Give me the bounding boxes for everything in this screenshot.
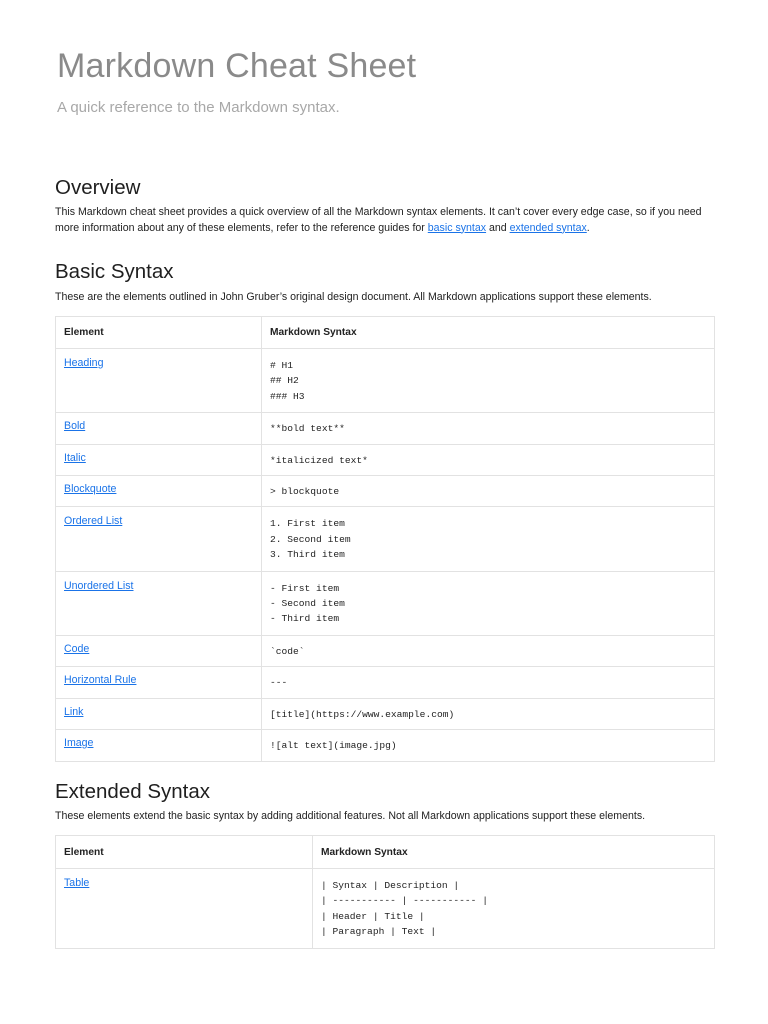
syntax-cell	[262, 571, 715, 635]
overview-text-and: and	[486, 221, 510, 234]
table-header-row	[56, 317, 715, 349]
table-row	[56, 635, 715, 666]
basic-syntax-heading: Basic Syntax	[55, 260, 174, 283]
element-link-code[interactable]: Code	[64, 642, 90, 655]
page-title: Markdown Cheat Sheet	[57, 47, 417, 85]
element-link-unordered-list[interactable]: Unordered List	[64, 579, 134, 592]
table-row	[56, 869, 715, 949]
element-cell	[56, 413, 262, 444]
extended-syntax-table	[55, 835, 715, 949]
overview-text: This Markdown cheat sheet provides a quick overview of all the Markdown syntax elements. It can’t cover every edge case, so if you need more information about any of these elements, refer to the reference guides for	[55, 206, 702, 234]
element-cell	[56, 444, 262, 475]
syntax-cell	[262, 349, 715, 413]
syntax-cell	[313, 869, 715, 949]
syntax-line: ---	[270, 677, 288, 689]
basic-syntax-link[interactable]: basic syntax	[427, 221, 487, 234]
element-link-image[interactable]: Image	[64, 737, 94, 750]
table-row	[56, 698, 715, 729]
syntax-line: # H1	[270, 360, 294, 371]
table-row	[56, 444, 715, 475]
syntax-line: ![alt text](image.jpg)	[270, 740, 397, 752]
element-cell	[56, 571, 262, 635]
element-link-italic[interactable]: Italic	[64, 451, 86, 464]
element-cell	[56, 667, 262, 698]
table-row	[56, 349, 715, 413]
basic-syntax-table	[55, 316, 715, 762]
table-row	[56, 413, 715, 444]
table-row	[56, 507, 715, 571]
element-cell	[56, 507, 262, 571]
element-link-heading[interactable]: Heading	[64, 357, 104, 369]
syntax-line: 2. Second item	[270, 533, 351, 545]
element-cell	[56, 349, 262, 413]
column-header-syntax: Markdown Syntax	[313, 836, 715, 869]
element-cell	[56, 476, 262, 507]
element-link-bold[interactable]: Bold	[64, 420, 86, 433]
syntax-cell	[262, 698, 715, 729]
column-header-element: Element	[56, 836, 313, 869]
element-link-link[interactable]: Link	[64, 705, 84, 718]
syntax-line: *italicized text*	[270, 454, 368, 466]
syntax-cell	[262, 635, 715, 666]
syntax-line: - Third item	[270, 613, 340, 625]
overview-heading: Overview	[55, 176, 141, 199]
syntax-line: ## H2	[270, 375, 299, 387]
column-header-element: Element	[56, 317, 262, 349]
element-cell	[56, 730, 262, 761]
syntax-line: 3. Third item	[270, 549, 345, 561]
overview-paragraph	[55, 205, 715, 236]
element-link-blockquote[interactable]: Blockquote	[64, 483, 117, 496]
syntax-line: | Syntax | Description |	[321, 880, 460, 891]
syntax-line: ### H3	[270, 390, 305, 402]
element-cell	[56, 869, 313, 949]
syntax-line: | Paragraph | Text |	[321, 926, 437, 938]
syntax-cell	[262, 507, 715, 571]
syntax-cell	[262, 444, 715, 475]
syntax-line: **bold text**	[270, 423, 345, 435]
column-header-syntax: Markdown Syntax	[262, 317, 715, 349]
syntax-cell	[262, 413, 715, 444]
syntax-line: - Second item	[270, 598, 345, 610]
overview-text-end: .	[586, 221, 590, 234]
table-row	[56, 730, 715, 761]
syntax-line: `code`	[270, 645, 305, 657]
element-cell	[56, 698, 262, 729]
syntax-line: | ----------- | ----------- |	[321, 895, 488, 907]
syntax-line: > blockquote	[270, 486, 340, 498]
syntax-line: [title](https://www.example.com)	[270, 708, 455, 720]
element-link-table[interactable]: Table	[64, 877, 90, 889]
table-row	[56, 476, 715, 507]
table-row	[56, 667, 715, 698]
element-link-ordered-list[interactable]: Ordered List	[64, 515, 123, 528]
syntax-line: | Header | Title |	[321, 910, 425, 922]
extended-syntax-heading: Extended Syntax	[55, 780, 210, 803]
syntax-line: - First item	[270, 582, 340, 594]
extended-syntax-intro: These elements extend the basic syntax by adding additional features. Not all Markdown applications support these elements.	[55, 810, 646, 822]
page-subtitle: A quick reference to the Markdown syntax.	[57, 99, 340, 116]
element-link-horizontal-rule[interactable]: Horizontal Rule	[64, 674, 137, 687]
table-row	[56, 571, 715, 635]
element-cell	[56, 635, 262, 666]
syntax-cell	[262, 667, 715, 698]
syntax-cell	[262, 730, 715, 761]
syntax-line: 1. First item	[270, 518, 345, 530]
extended-syntax-link[interactable]: extended syntax	[509, 221, 587, 234]
basic-syntax-intro: These are the elements outlined in John Gruber’s original design document. All Markdown applications support these elements.	[55, 291, 652, 303]
table-header-row	[56, 836, 715, 869]
syntax-cell	[262, 476, 715, 507]
